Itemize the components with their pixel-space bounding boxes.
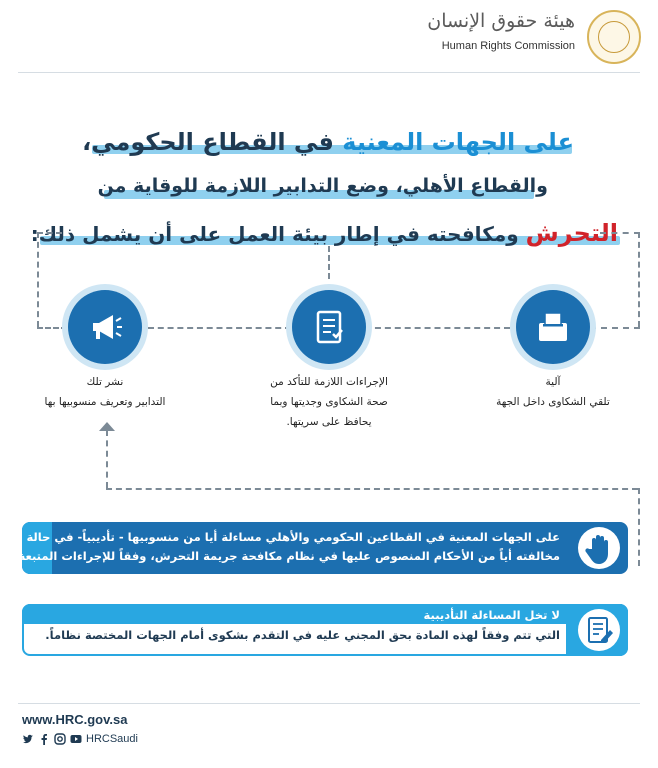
document-edit-icon [578,609,620,651]
complaint-box-circle [516,290,590,364]
item-1-line-2: تلقي الشكاوى داخل الجهة [496,396,610,408]
logo-emblem [587,10,641,64]
title-line-3-rest: ومكافحته في إطار بيئة العمل على أن يشمل ذلك: [30,222,519,246]
title-line-1 [82,130,574,154]
connector-caption-drop [106,430,108,488]
harassment-word: التحرش [525,219,618,247]
checklist-icon [309,307,349,347]
title-line-2: والقطاع الأهلي، وضع التدابير اللازمة للوقاية من [97,175,548,197]
social-handle[interactable]: HRCSaudi [86,733,138,745]
item-1-caption [470,372,636,412]
title-line-1-rest: في القطاع الحكومي، [82,128,334,156]
website-link[interactable]: www.HRC.gov.sa [22,712,128,727]
notice-1-text [14,528,560,566]
ballot-box-icon [533,307,573,347]
org-name-en: Human Rights Commission [441,40,575,52]
connector-arrowhead [99,422,115,431]
item-2-line-1: الإجراءات اللازمة للتأكد من [270,376,388,388]
document-badge [578,609,620,651]
connector-left-drop [37,232,39,327]
item-2-caption [244,372,414,432]
item-3-caption [20,372,190,412]
notice-1-line-2: مخالفته أياً من الأحكام المنصوص عليها في نظام مكافحة جريمة التحرش، وفقاً للإجراءات المتبعة. [14,549,560,563]
connector-center-drop [328,246,330,279]
title-line-3 [31,221,618,245]
item-1-line-1: آلية [545,376,561,388]
item-3-line-2: التدابير وتعريف منسوبيها بها [44,396,166,408]
connector-mid-right [365,327,510,329]
connector-box-drop [638,488,640,566]
stop-hand-badge [578,527,620,569]
footer-divider [18,703,640,704]
item-2-line-3: يحافظ على سريتها. [286,416,372,428]
notice-1-line-1: على الجهات المعنية في القطاعين الحكومي والأهلي مساءلة أيا من منسوبيها - تأديبياً- في حالة [26,530,560,544]
instagram-icon[interactable] [54,733,66,745]
connector-mid-left [148,327,291,329]
facebook-icon[interactable] [38,733,50,745]
youtube-icon[interactable] [70,733,82,745]
notice-2-text: التي تتم وفقاً لهذه المادة بحق المجني عليه في التقدم بشكوى أمام الجهات المختصة نظاماً. [45,628,560,642]
connector-right [600,232,640,234]
connector-right-arm [590,327,640,329]
procedures-circle [292,290,366,364]
stop-hand-icon [578,527,620,569]
title-highlight: على الجهات المعنية [342,128,574,156]
connector-bottom-run [106,488,638,490]
notice-2-heading: لا تخل المساءلة التأديبية [423,608,560,622]
item-2-line-2: صحة الشكاوى وجديتها وبما [270,396,388,408]
megaphone-icon [85,307,125,347]
connector-right-drop [638,232,640,327]
item-3-line-1: نشر تلك [86,376,124,388]
header-divider [18,72,640,73]
connector-left-arm [37,327,67,329]
connector-left [37,232,62,234]
twitter-icon[interactable] [22,733,34,745]
org-name-ar: هيئة حقوق الإنسان [427,10,575,32]
social-row [22,733,138,745]
publish-circle [68,290,142,364]
